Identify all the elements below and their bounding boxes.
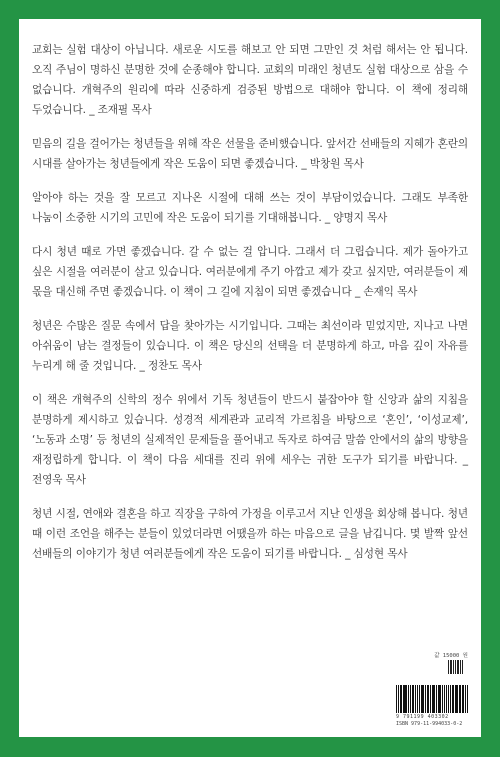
barcode-bar: [400, 685, 402, 713]
barcode-bar: [425, 685, 426, 713]
barcode-bar: [433, 685, 435, 713]
barcode-bar: [455, 685, 458, 713]
endorsement-paragraph: 알아야 하는 것을 잘 모르고 지나온 시절에 대해 쓰는 것이 부담이었습니다. 그래도 부족한 나눔이 소중한 시기의 고민에 작은 도움이 되기를 기대해봅니다. _ 양명지 목사: [32, 192, 468, 224]
barcode-bar: [404, 685, 407, 713]
barcode-bar: [427, 685, 429, 713]
addon-bar: [462, 660, 463, 674]
addon-barcode: [448, 660, 468, 674]
barcode-bar: [432, 685, 433, 713]
barcode-bar: [462, 685, 464, 713]
barcode-bar: [436, 685, 437, 713]
barcode-bar: [448, 685, 449, 713]
back-cover-panel: [19, 19, 481, 737]
barcode-bar: [410, 685, 411, 713]
barcode-bar: [415, 685, 417, 713]
endorsement-paragraph: 교회는 실험 대상이 아닙니다. 새로운 시도를 해보고 안 되면 그만인 것 처럼 해서는 안 됩니다. 오직 주님이 명하신 분명한 것에 순종해야 합니다. 교회의 미래인 청년도 실험 대상으로 삼을 수 없습니다. 개혁주의 원리에 따라 신중하게 검증된 방법으로 대해야 합니다. 이 책에 정리해 두었습니다. _ 조재필 목사: [32, 44, 468, 116]
barcode-bar: [403, 685, 404, 713]
barcode-bar: [396, 685, 397, 713]
barcode-bar: [452, 685, 454, 713]
barcode-digits: 9 791199 403302: [396, 714, 449, 720]
barcode-bar: [419, 685, 420, 713]
addon-bar: [450, 660, 452, 674]
barcode-bar: [438, 685, 441, 713]
barcode-bar: [421, 685, 424, 713]
barcode-bar: [408, 685, 409, 713]
addon-bar: [448, 660, 449, 674]
price-label: 값 15000 원: [434, 653, 468, 659]
endorsement-paragraph: 청년 시절, 연애와 결혼을 하고 직장을 구하여 가정을 이루고서 지난 인생을 회상해 봅니다. 청년 때 이런 조언을 해주는 분들이 있었더라면 어땠을까 하는 마음으로 글을 남깁니다. 몇 발짝 앞선 선배들의 이야기가 청년 여러분들에게 작은 도움이 되기를 바랍니다. _ 심성현 목사: [32, 508, 468, 560]
barcode-bar: [412, 685, 414, 713]
barcode-bar: [465, 685, 466, 713]
barcode-bar: [467, 685, 468, 713]
barcode-bar: [450, 685, 451, 713]
barcode-bar: [459, 685, 460, 713]
addon-bar: [460, 660, 461, 674]
addon-bar: [455, 660, 456, 674]
barcode-bar: [442, 685, 443, 713]
barcode-bar: [446, 685, 448, 713]
endorsement-paragraph: 믿음의 길을 걸어가는 청년들을 위해 작은 선물을 준비했습니다. 앞서간 선배들의 지혜가 혼란의 시대를 살아가는 청년들에게 작은 도움이 되면 좋겠습니다. _ 박창원 목사: [32, 138, 468, 170]
barcode-bar: [417, 685, 418, 713]
barcode-bar: [430, 685, 431, 713]
addon-bar: [457, 660, 459, 674]
isbn-label: ISBN 979-11-994033-0-2: [396, 721, 463, 727]
endorsements: [32, 40, 468, 578]
isbn-barcode: [396, 685, 468, 713]
endorsement-paragraph: 다시 청년 때로 가면 좋겠습니다. 갈 수 없는 걸 압니다. 그래서 더 그립습니다. 제가 돌아가고 싶은 시절을 여러분이 살고 있습니다. 여러분에게 주기 아깝고 제가 갖고 싶지만, 여러분들이 제 몫을 대신해 주면 좋겠습니다. 이 책이 그 길에 지침이 되면 좋겠습니다 _ 손재익 목사: [32, 246, 468, 298]
endorsement-paragraph: 청년은 수많은 질문 속에서 답을 찾아가는 시기입니다. 그때는 최선이라 믿었지만, 지나고 나면 아쉬움이 남는 결정들이 있습니다. 이 책은 당신의 선택을 더 분명하게 하고, 마음 깊이 자유를 누리게 해 줄 것입니다. _ 정찬도 목사: [32, 320, 468, 372]
barcode-bar: [460, 685, 461, 713]
barcode-block: [396, 651, 468, 727]
endorsement-paragraph: 이 책은 개혁주의 신학의 정수 위에서 기독 청년들이 반드시 붙잡아야 할 신앙과 삶의 지침을 분명하게 제시하고 있습니다. 성경적 세계관과 교리적 가르침을 바탕으로 ‘혼인’, ‘이성교제’, ‘노동과 소명’ 등 청년의 실제적인 문제들을 풀어내고 독자로 하여금 말씀 안에서의 삶의 방향을 재정립하게 합니다. 이 책이 다음 세대를 진리 위에 세우는 귀한 도구가 되기를 바랍니다. _ 전영욱 목사: [32, 394, 468, 486]
addon-bar: [453, 660, 454, 674]
barcode-bar: [398, 685, 399, 713]
barcode-bar: [444, 685, 445, 713]
